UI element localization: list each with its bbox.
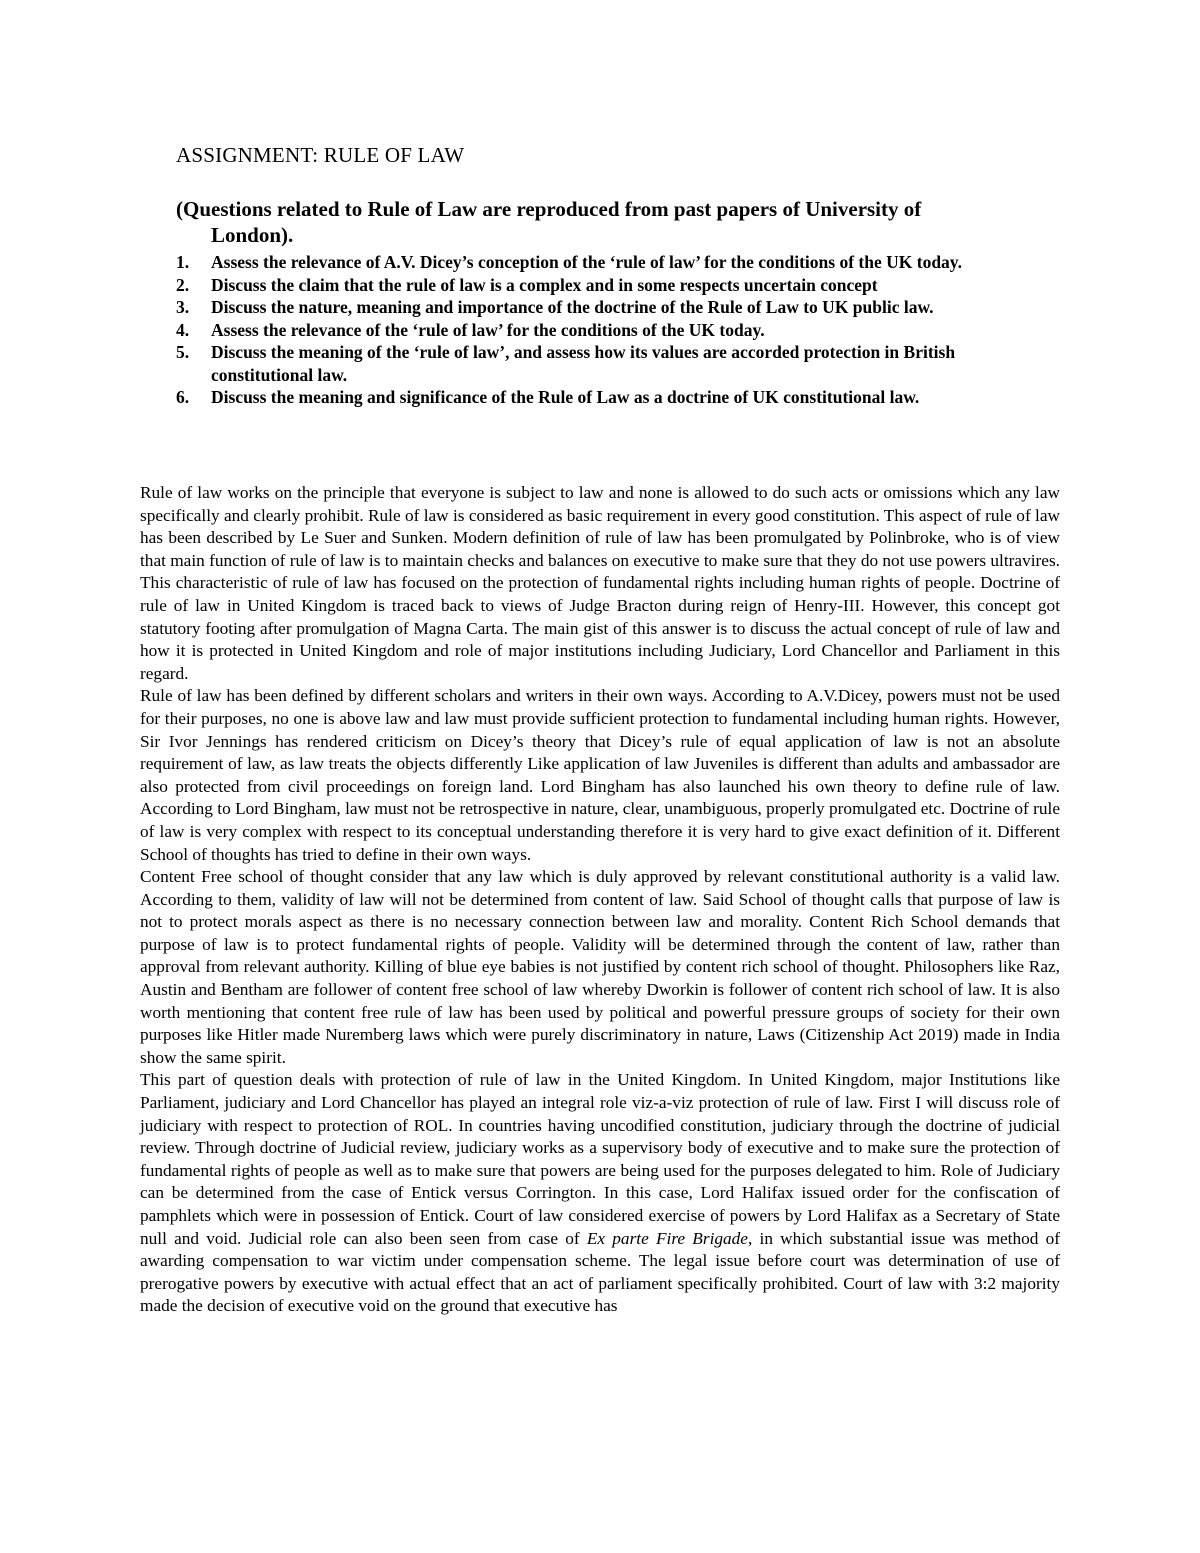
question-number: 3. [176,297,190,317]
questions-intro [176,196,1056,248]
question-list [176,251,1060,409]
question-item [176,319,1060,342]
intro-line-2: London). [211,223,294,247]
question-item [176,296,1060,319]
intro-line-1: (Questions related to Rule of Law are reproduced from past papers of University of [176,197,922,221]
body-paragraph-text: , in which substantial issue was method of awarding compensation to war victim under compensation scheme. The legal issue before court was determination of use of prerogative powers by executive with actual effect that an act of parliament specifically prohibited. Court of law with 3:2 majority made the decision of executive void on the ground that executive has [140,1228,1061,1316]
body-paragraph [140,1069,1060,1318]
question-number: 5. [176,342,190,362]
question-number: 2. [176,274,190,295]
body-paragraph: Rule of law works on the principle that everyone is subject to law and none is allowed to do such acts or omissions which any law specifically and clearly prohibit. Rule of law is considered as basic requirement in every good constitution. This aspect of rule of law has been described by Le Suer and Sunken. Modern definition of rule of law has been promulgated by Polinbroke, who is of view that main function of rule of law is to maintain checks and balances on executive to make sure that they do not use powers ultravires. This characteristic of rule of law has focused on the protection of fundamental rights including human rights of people. Doctrine of rule of law in United Kingdom is traced back to views of Judge Bracton during reign of Henry-III. However, this concept got statutory footing after promulgation of Magna Carta. The main gist of this answer is to discuss the actual concept of rule of law and how it is protected in United Kingdom and role of major institutions including Judiciary, Lord Chancellor and Parliament in this regard. [140,483,1060,683]
question-item [176,274,1060,297]
body-paragraph: Content Free school of thought consider that any law which is duly approved by relevant constitutional authority is a valid law. According to them, validity of law will not be determined from content of law. Said School of thought calls that purpose of law is not to protect morals aspect as there is no necessary connection between law and morality. Content Rich School demands that purpose of law is to protect fundamental rights of people. Validity will be determined through the content of law, rather than approval from relevant authority. Killing of blue eye babies is not justified by content rich school of thought. Philosophers like Raz, Austin and Bentham are follower of content free school of law whereby Dworkin is follower of content rich school of law. It is also worth mentioning that content free rule of law has been used by political and powerful pressure groups of society for their own purposes like Hitler made Nuremberg laws which were purely discriminatory in nature, Laws (Citizenship Act 2019) made in India show the same spirit. [140,867,1060,1067]
case-name: Ex parte Fire Brigade [586,1228,748,1248]
question-item [176,251,1060,274]
question-number: 4. [176,319,190,340]
answer-body [140,482,1060,1318]
question-text: Discuss the meaning of the ‘rule of law’, and assess how its values are accorded protection in British constitutional law. [211,342,956,385]
question-number: 1. [176,252,190,272]
body-paragraph-text: This part of question deals with protection of rule of law in the United Kingdom. In United Kingdom, major Institutions like Parliament, judiciary and Lord Chancellor has played an integral role viz-a-viz protection of rule of law. First I will discuss role of judiciary with respect to protection of ROL. In countries having uncodified constitution, judiciary through the doctrine of judicial review. Through doctrine of Judicial review, judiciary works as a supervisory body of executive and to make sure the protection of fundamental rights of people as well as to make sure that powers are being used for the purposes delegated to him. Role of Judiciary can be determined from the case of Entick versus Corrington. In this case, Lord Halifax issued order for the confiscation of pamphlets which were in possession of Entick. Court of law considered exercise of powers by Lord Halifax as a Secretary of State null and void. Judicial role can also been seen from case of [140,1070,1060,1248]
question-item [176,341,1060,386]
question-item [176,386,1060,409]
question-text: Discuss the nature, meaning and importance of the doctrine of the Rule of Law to UK public law. [211,297,934,317]
question-number: 6. [176,387,190,407]
question-text: Assess the relevance of the ‘rule of law’ for the conditions of the UK today. [211,319,765,340]
body-paragraph: Rule of law has been defined by different scholars and writers in their own ways. According to A.V.Dicey, powers must not be used for their purposes, no one is above law and law must provide sufficient protection to fundamental including human rights. However, Sir Ivor Jennings has rendered criticism on Dicey’s theory that Dicey’s rule of equal application of law is not an absolute requirement of law, as law treats the objects differently Like application of law Juveniles is different than adults and ambassador are also protected from civil proceedings on foreign land. Lord Bingham has also launched his own theory to define rule of law. According to Lord Bingham, law must not be retrospective in nature, clear, unambiguous, properly promulgated etc. Doctrine of rule of law is very complex with respect to its conceptual understanding therefore it is very hard to give exact definition of it. Different School of thoughts has tried to define in their own ways. [140,686,1060,864]
question-text: Discuss the meaning and significance of the Rule of Law as a doctrine of UK constitutional law. [211,387,920,407]
question-text: Assess the relevance of A.V. Dicey’s conception of the ‘rule of law’ for the conditions of the UK today. [211,252,962,272]
question-text: Discuss the claim that the rule of law is a complex and in some respects uncertain concept [211,274,878,295]
assignment-title: ASSIGNMENT: RULE OF LAW [176,143,465,167]
